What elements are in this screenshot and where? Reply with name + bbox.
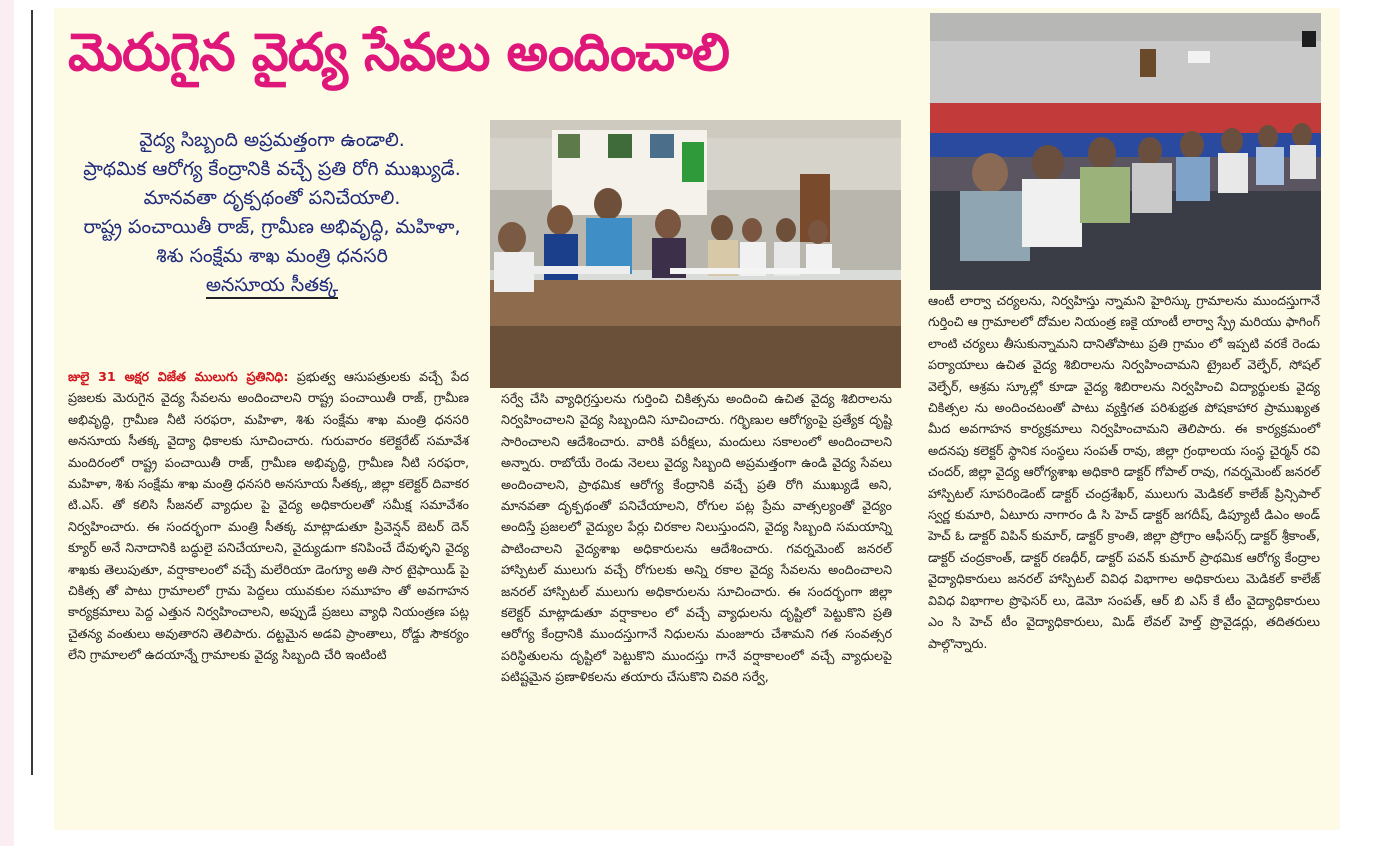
- subhead-line-5: అనసూయ సీతక్క: [206, 274, 338, 299]
- dateline: జులై 31 అక్షర విజేత ములుగు ప్రతినిధి:: [68, 369, 289, 384]
- subhead-line-3: మానవతా దృక్పథంతో పనిచేయాలి.: [143, 187, 401, 209]
- subhead-line-4: రాష్ట్ర పంచాయితీ రాజ్, గ్రామీణ అభివృద్ధి, మహిళా, శిశు సంక్షేమ శాఖ మంత్రి ధనసరి: [83, 216, 461, 267]
- audience-image: [930, 13, 1321, 290]
- article-column-2: [501, 388, 892, 688]
- meeting-dais-photo: [490, 120, 901, 388]
- page-edge-strip: [0, 0, 14, 846]
- column-2-text: సర్వే చేసి వ్యాధిగ్రస్తులను గుర్తించి చికిత్సను అందించి ఉచిత వైద్య శిబిరాలను నిర్వహించాలని వైద్య సిబ్బందిని సూచించారు. గర్భిణుల ఆరోగ్యంపై ప్రత్యేక దృష్టి సారించాలని ఆదేశించారు. వారికి పరీక్షలు, మందులు సకాలంలో అందించాలని అన్నారు. రాబోయే రెండు నెలలు వైద్య సిబ్బంది అప్రమత్తంగా ఉండి వైద్య సేవలు అందించాలని, ప్రాథమిక ఆరోగ్య కేంద్రానికి వచ్చే ప్రతి రోగి ముఖ్యుడే అని, మానవతా దృక్పథంతో పనిచేయాలని, రోగుల పట్ల ప్రేమ వాత్సల్యంతో వైద్యం అందిస్తే ప్రజలలో వైద్యుల పేర్లు చిరకాల నిలుస్తుందని, వైద్య సిబ్బంది సమయాన్ని పాటించాలని వైద్యశాఖ అధికారులను ఆదేశించారు. గవర్నమెంట్ జనరల్ హాస్పిటల్ ములుగు వచ్చే రోగులకు అన్ని రకాల వైద్య సేవలను అందించాలని జనరల్ హాస్పిటల్ ములుగు అధికారులను సూచించారు. ఈ సందర్భంగా జిల్లా కలెక్టర్ మాట్లాడుతూ వర్షాకాలం లో వచ్చే వ్యాధులను దృష్టిలో పెట్టుకొని ప్రతి ఆరోగ్య కేంద్రానికి ముందస్తుగానే నిధులను మంజూరు చేశామని గత సంవత్సర పరిస్థితులను దృష్టిలో పెట్టుకొని ముందస్తు గానే వర్షాకాలంలో వచ్చే వ్యాధులపై పటిష్టమైన ప్రణాళికలను తయారు చేసుకొని చివరి సర్వే,: [501, 391, 892, 685]
- subheadline: [68, 126, 476, 300]
- headline: మెరుగైన వైద్య సేవలు అందించాలి: [68, 23, 729, 83]
- column-3-text: ఆంటీ లార్వా చర్యలను, నిర్వహిస్తు న్నామని హైరిస్కు గ్రామాలను ముందస్తుగానే గుర్తించి ఆ గ్రామాలలో దోమల నియంత్ర ణకై యాంటీ లార్వా స్ప్రే మరియు ఫాగింగ్ లాంటి చర్యలు తీసుకున్నామని దానితోపాటు ప్రతి గ్రామం లో ఇప్పటి వరకే రెండు పర్యాయాలు ఉచిత వైద్య శిబిరాలను నిర్వహించామని ట్రైబల్ వెల్ఫేర్, సోషల్ వెల్ఫేర్, ఆశ్రమ స్కూల్లో కూడా వైద్య శిబిరాలను నిర్వహించి విద్యార్థులకు వైద్య చికిత్సల ను అందించటంతో పాటు వ్యక్తిగత పరిశుభ్రత పోషకాహార ప్రాముఖ్యత మీద అవగాహన కార్యక్రమాలు నిర్వహించామని తెలిపారు. ఈ కార్యక్రమంలో అదనపు కలెక్టర్ స్థానిక సంస్థలు సంపత్ రావు, జిల్లా గ్రంథాలయ సంస్థ చైర్మన్ రవి చందర్, జిల్లా వైద్య ఆరోగ్యశాఖ అధికారి డాక్టర్ గోపాల్ రావు, గవర్నమెంట్ జనరల్ హాస్పిటల్ సూపరిండెంట్ డాక్టర్ చంద్రశేఖర్, ములుగు మెడికల్ కాలేజ్ ప్రిన్సిపాల్ స్వర్ణ కుమారి, ఏటూరు నాగారం డి సి హెచ్ డాక్టర్ జగదీష్, డిప్యూటీ డిఎం అండ్ హెచ్ ఓ డాక్టర్ విపిన్ కుమార్, డాక్టర్ క్రాంతి, జిల్లా ప్రోగ్రాం ఆఫీసర్స్ డాక్టర్ శ్రీకాంత్, డాక్టర్ చంద్రకాంత్, డాక్టర్ రణధీర్, డాక్టర్ పవన్ కుమార్ ప్రాథమిక ఆరోగ్య కేంద్రాల వైద్యాధికారులు జనరల్ హాస్పిటల్ వివిధ విభాగాల అధికారులు మెడికల్ కాలేజ్ వివిధ విభాగాల ప్రొఫెసర్ లు, డెమో సంపత్, ఆర్ బి ఎస్ కే టీం వైద్యాధికారులు ఎం సి హెచ్ టీం వైద్యాధికారులు, మిడ్ లేవల్ హెల్త్ ప్రొవైడర్లు, తదితరులు పాల్గొన్నారు.: [928, 293, 1320, 651]
- column-1-text: ప్రభుత్వ ఆసుపత్రులకు వచ్చే పేద ప్రజలకు మెరుగైన వైద్య సేవలను అందించాలని రాష్ట్ర పంచాయితీ రాజ్, గ్రామీణ అభివృద్ధి, గ్రామీణ నీటి సరఫరా, మహిళా, శిశు సంక్షేమ శాఖ మంత్రి ధనసరి అనసూయ సీతక్క వైద్యా ధికాలకు సూచించారు. గురువారం కలెక్టరేట్ సమావేశ మందిరంలో రాష్ట్ర పంచాయితీ రాజ్, గ్రామీణ అభివృద్ధి, గ్రామీణ నీటి సరఫరా, మహిళా, శిశు సంక్షేమ శాఖ మంత్రి ధనసరి అనసూయ సీతక్క, జిల్లా కలెక్టర్ దివాకర టి.ఎస్. తో కలిసి సీజనల్ వ్యాధుల పై వైద్య అధికారులతో సమీక్ష సమావేశం నిర్వహించారు. ఈ సందర్భంగా మంత్రి సీతక్క మాట్లాడుతూ ప్రివెన్షన్ బెటర్ దెన్ క్యూర్ అనే నినాదానికి బద్ధులై పనిచేయాలని, వైద్యుడుగా కనిపించే దేవుళ్ళని వైద్య శాఖకు తెలుపుతూ, వర్షాకాలంలో వచ్చే మలేరియా డెంగ్యూ అతి సార టైఫాయిడ్ పై చికిత్స తో పాటు గ్రామాలలో గ్రామ పెద్దలు యువకుల సమూహం తో అవగాహన కార్యక్రమాలు పెద్ద ఎత్తున నిర్వహించాలని, అప్పుడే ప్రజలు వ్యాధి నియంత్రణ పట్ల చైతన్య వంతులు అవుతారని తెలిపారు. దట్టమైన అడవి ప్రాంతాలు, రోడ్డు సౌకర్యం లేని గ్రామాలలో ఉదయాన్నే గ్రామాలకు వైద్య సిబ్బంది చేరి ఇంటింటి: [68, 369, 469, 663]
- subhead-line-1: వైద్య సిబ్బంది అప్రమత్తంగా ఉండాలి.: [139, 129, 405, 151]
- meeting-dais-image: [490, 120, 901, 388]
- column-rule: [31, 10, 33, 775]
- article-column-3: [928, 290, 1320, 654]
- audience-photo: [930, 13, 1321, 290]
- article-column-1: [68, 366, 469, 666]
- news-clipping: [54, 8, 1340, 830]
- subhead-line-2: ప్రాథమిక ఆరోగ్య కేంద్రానికి వచ్చే ప్రతి రోగి ముఖ్యుడే.: [83, 158, 461, 180]
